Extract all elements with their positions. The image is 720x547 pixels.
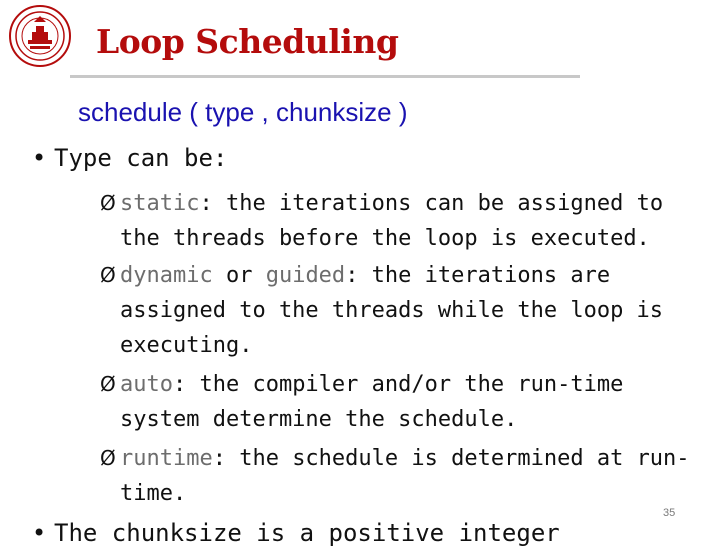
university-seal-icon (8, 4, 72, 68)
sub-item-text: : the schedule is determined at run-time. (120, 446, 690, 506)
bullet-text: Type can be: (54, 144, 228, 172)
title-divider (70, 75, 580, 78)
sub-item-text: : the iterations are assigned to the threads while the loop is executing. (120, 263, 664, 358)
sub-item (100, 258, 700, 363)
sub-item-text: : the iterations can be assigned to the threads before the loop is executed. (120, 191, 664, 251)
slide-subtitle: schedule ( type , chunksize ) (78, 97, 408, 127)
sub-item (100, 186, 700, 256)
bullet-item (32, 144, 227, 172)
bullet-dot-icon: • (32, 144, 47, 172)
bullet-dot-icon: • (32, 519, 47, 547)
slide-title: Loop Scheduling (96, 22, 399, 61)
page-number: 35 (663, 507, 676, 519)
sub-item-connector: or (212, 263, 266, 288)
bullet-text: The chunksize is a positive integer (54, 519, 560, 547)
bullet-item (32, 519, 560, 547)
arrow-bullet-icon: Ø (100, 372, 116, 396)
sub-item (100, 367, 700, 437)
keyword: dynamic (120, 263, 213, 288)
keyword: guided (265, 263, 346, 288)
arrow-bullet-icon: Ø (100, 263, 116, 287)
arrow-bullet-icon: Ø (100, 446, 116, 470)
keyword: auto (120, 372, 173, 397)
keyword: runtime (120, 446, 213, 471)
sub-item (100, 441, 700, 511)
sub-item-text: : the compiler and/or the run-time system determine the schedule. (120, 372, 624, 432)
arrow-bullet-icon: Ø (100, 191, 116, 215)
keyword: static (120, 191, 200, 216)
